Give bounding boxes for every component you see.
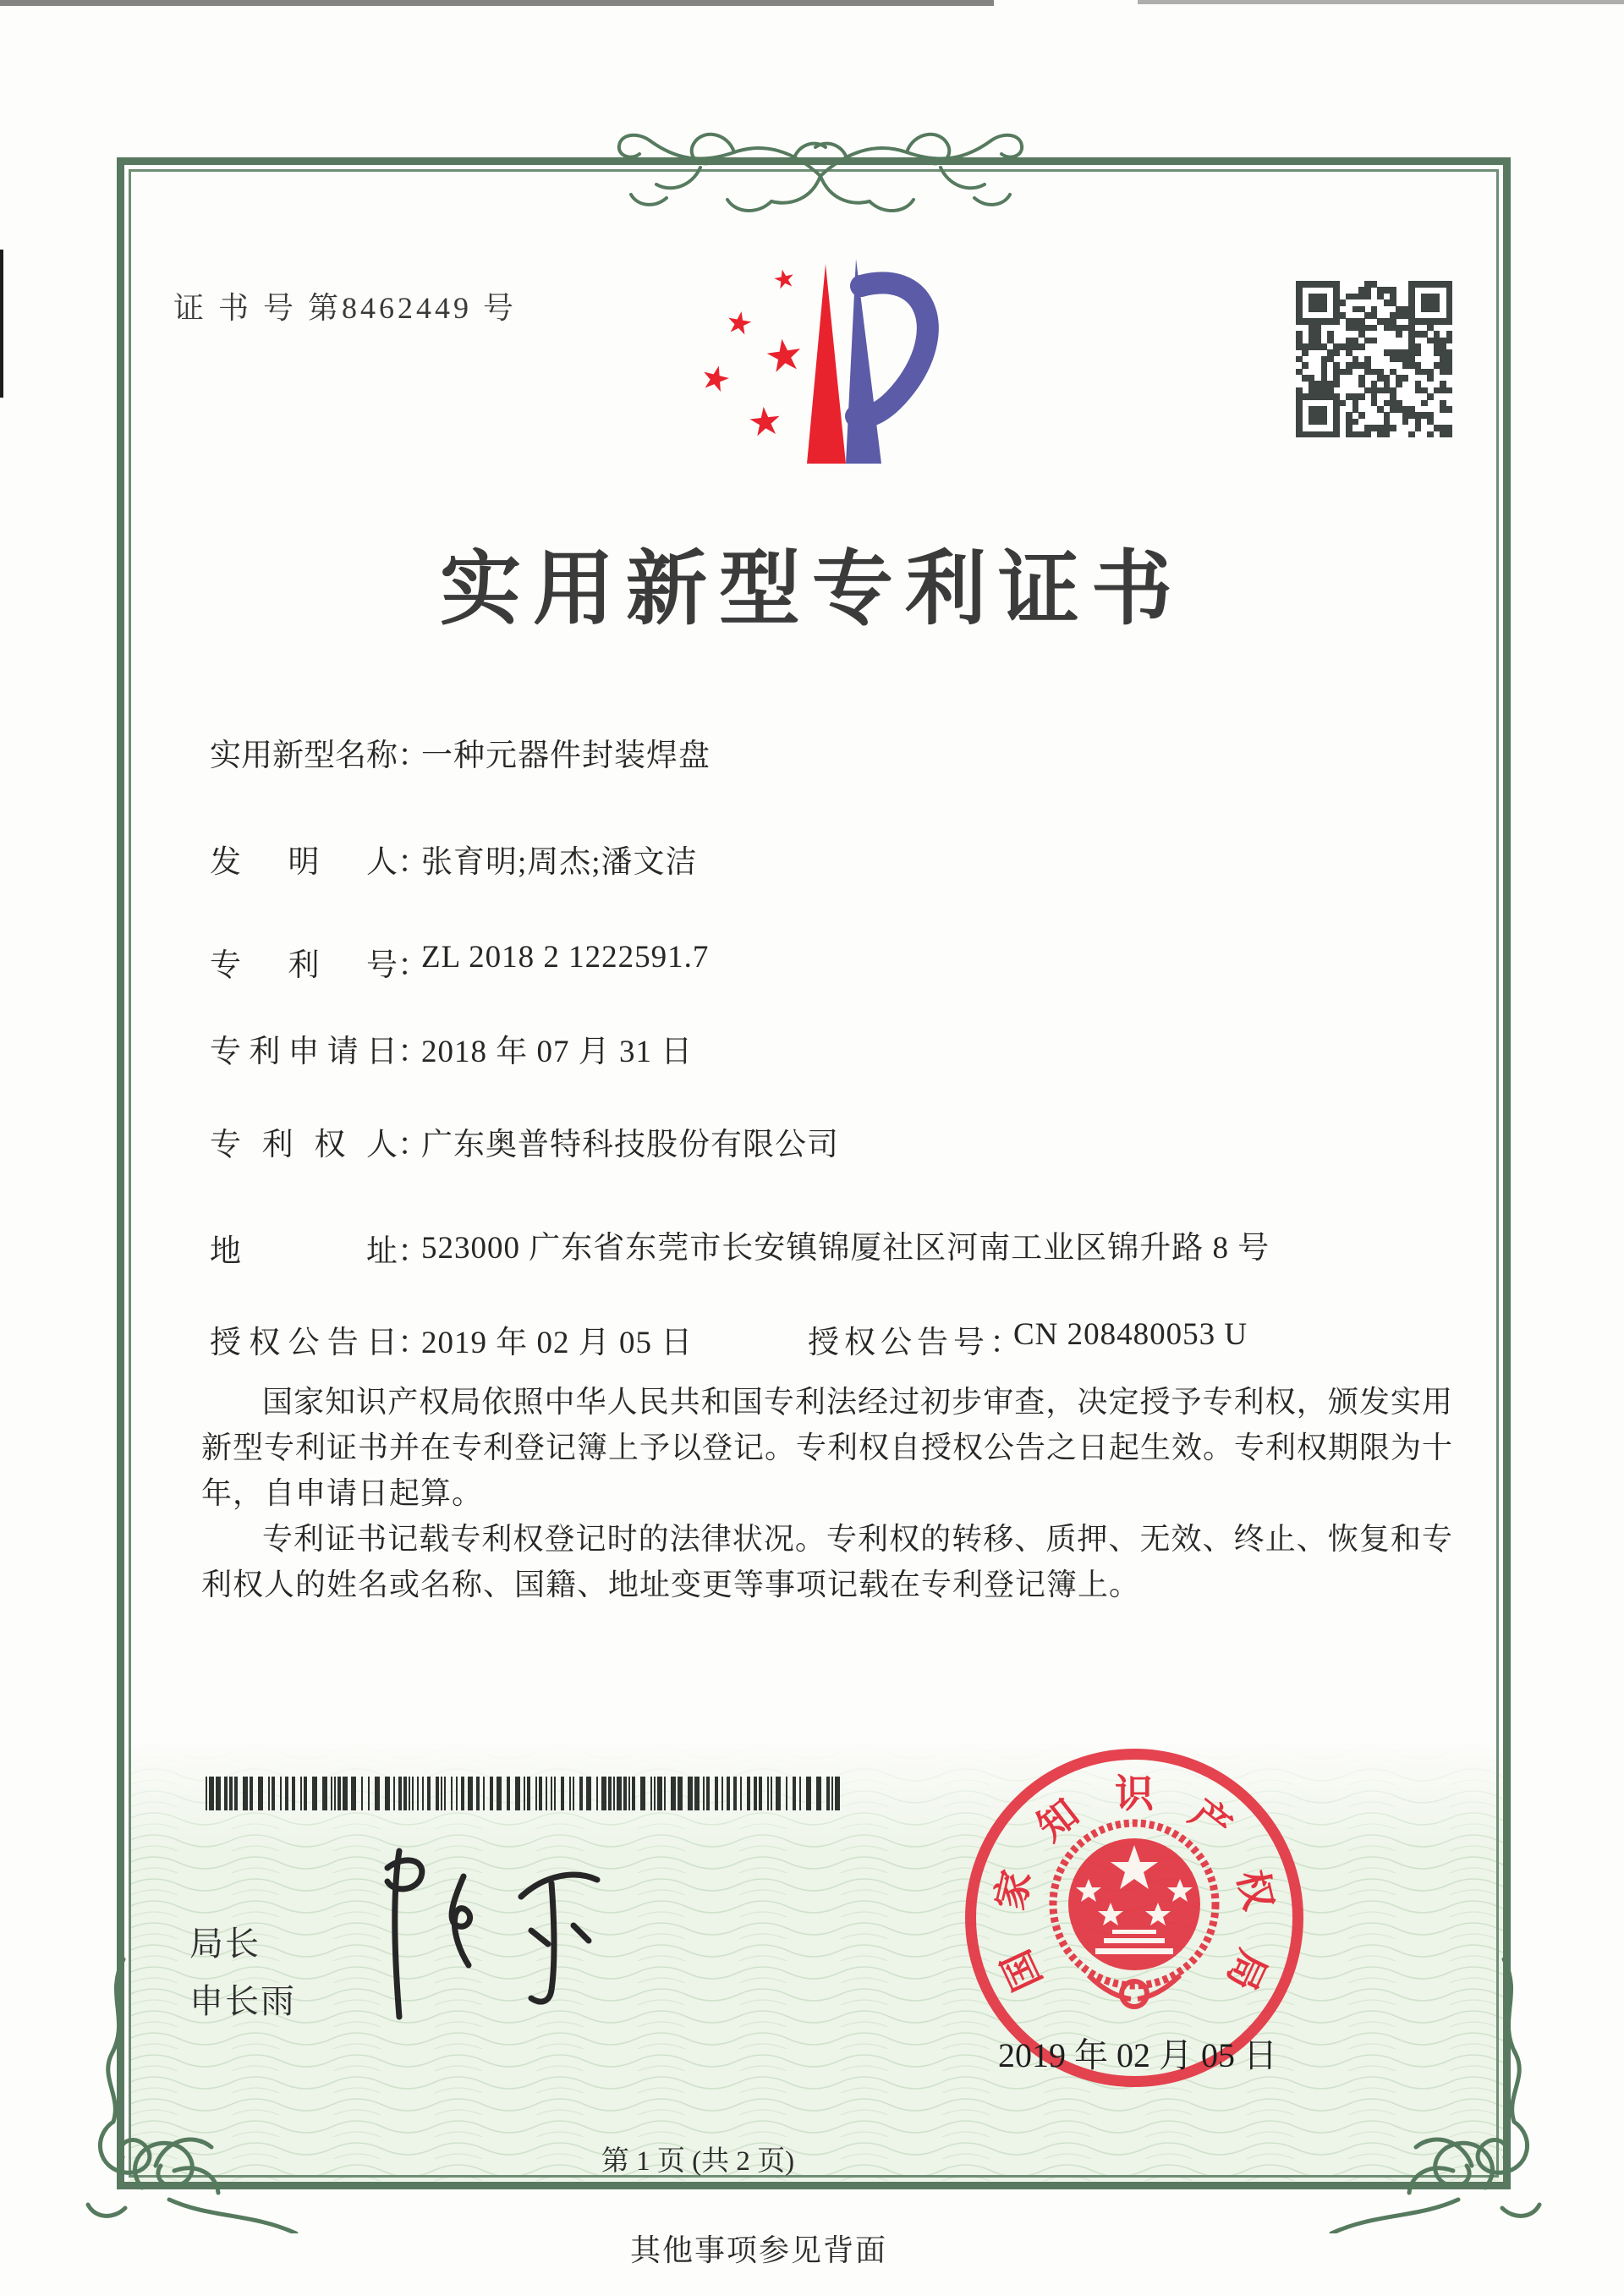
scan-artifact-top-left bbox=[0, 0, 994, 6]
national-emblem-icon bbox=[1040, 1815, 1229, 2021]
field-value: 2018 年 07 月 31 日 bbox=[421, 1035, 694, 1069]
field-value: 广东奥普特科技股份有限公司 bbox=[421, 1128, 839, 1162]
certificate-number: 证 书 号 第8462449 号 bbox=[173, 291, 518, 325]
logo-p-mark bbox=[790, 254, 944, 474]
field-value: ZL 2018 2 1222591.7 bbox=[421, 940, 710, 975]
logo-star-icon: ★ bbox=[745, 398, 785, 446]
field-value: 一种元器件封装焊盘 bbox=[421, 739, 710, 773]
field-address bbox=[210, 1225, 1280, 1272]
top-dragon-ornament bbox=[582, 117, 1059, 235]
field-colon: ： bbox=[398, 1234, 429, 1269]
certificate-title: 实用新型专利证书 bbox=[440, 544, 1184, 634]
legal-paragraph-2: 专利证书记载专利权登记时的法律状况。专利权的转移、质押、无效、终止、恢复和专利权人的姓名或名称、国籍、地址变更等事项记载在专利登记簿上。 bbox=[201, 1522, 1453, 1601]
field-filing-date bbox=[210, 1025, 693, 1071]
qr-code bbox=[1296, 281, 1452, 437]
field-label: 专利申请日 bbox=[210, 1035, 398, 1069]
scan-artifact-left-edge bbox=[0, 250, 3, 398]
seal-character: 家 bbox=[988, 1865, 1040, 1914]
field-patent-number bbox=[210, 939, 709, 985]
seal-character: 识 bbox=[1115, 1772, 1154, 1815]
back-side-note: 其他事项参见背面 bbox=[630, 2233, 888, 2267]
seal-character: 权 bbox=[1229, 1865, 1281, 1914]
field-value: 2019 年 02 月 05 日 bbox=[421, 1326, 694, 1360]
field-label: 专利号 bbox=[210, 948, 398, 983]
field-colon: ： bbox=[990, 1326, 1021, 1360]
field-colon: ： bbox=[398, 739, 429, 773]
barcode bbox=[206, 1777, 850, 1810]
seal-character: 局 bbox=[1218, 1943, 1275, 1997]
field-colon: ： bbox=[398, 845, 429, 880]
field-colon: ： bbox=[398, 1035, 429, 1069]
scan-artifact-top-right bbox=[1138, 0, 1624, 4]
page-number: 第 1 页 (共 2 页) bbox=[601, 2146, 795, 2177]
logo-star-icon: ★ bbox=[722, 304, 756, 343]
director-title: 局长 bbox=[189, 1925, 261, 1963]
field-value: 523000 广东省东莞市长安镇锦厦社区河南工业区锦升路 8 号 bbox=[421, 1231, 1270, 1266]
field-value: CN 208480053 U bbox=[1013, 1317, 1248, 1352]
legal-paragraph-1: 国家知识产权局依照中华人民共和国专利法经过初步审查，决定授予专利权，颁发实用新型专利证书并在专利登记簿上予以登记。专利权自授权公告之日起生效。专利权期限为十年，自申请日起算。 bbox=[201, 1385, 1454, 1510]
bottom-right-corner-ornament bbox=[1299, 1954, 1553, 2233]
field-colon: ： bbox=[398, 1128, 429, 1162]
field-label: 专利权人 bbox=[210, 1128, 398, 1162]
logo-star-icon: ★ bbox=[770, 263, 798, 296]
field-label: 授权公告日 bbox=[210, 1326, 398, 1360]
field-value: 张育明;周杰;潘文洁 bbox=[421, 845, 698, 880]
field-label: 地址 bbox=[210, 1234, 398, 1269]
director-signature-handwriting bbox=[355, 1844, 601, 2039]
field-grant-number bbox=[808, 1316, 1248, 1362]
field-colon: ： bbox=[398, 948, 429, 983]
field-colon: ： bbox=[398, 1326, 429, 1360]
field-patentee bbox=[210, 1118, 839, 1164]
seal-character: 知 bbox=[1029, 1791, 1087, 1849]
field-label: 实用新型名称 bbox=[210, 739, 398, 773]
seal-date: 2019 年 02 月 05 日 bbox=[998, 2036, 1277, 2074]
logo-star-icon: ★ bbox=[696, 356, 735, 401]
legal-text bbox=[201, 1379, 1453, 1607]
seal-character: 产 bbox=[1182, 1791, 1240, 1849]
field-inventors bbox=[210, 836, 698, 882]
field-label: 授权公告号 bbox=[808, 1326, 990, 1360]
director-name: 申长雨 bbox=[189, 1983, 296, 2020]
field-grant-date bbox=[210, 1316, 693, 1362]
field-label: 发明人 bbox=[210, 845, 398, 880]
logo-star-icon: ★ bbox=[761, 330, 808, 383]
field-utility-model-name bbox=[210, 729, 710, 775]
seal-character: 国 bbox=[994, 1943, 1051, 1997]
cnipa-logo bbox=[682, 254, 944, 474]
